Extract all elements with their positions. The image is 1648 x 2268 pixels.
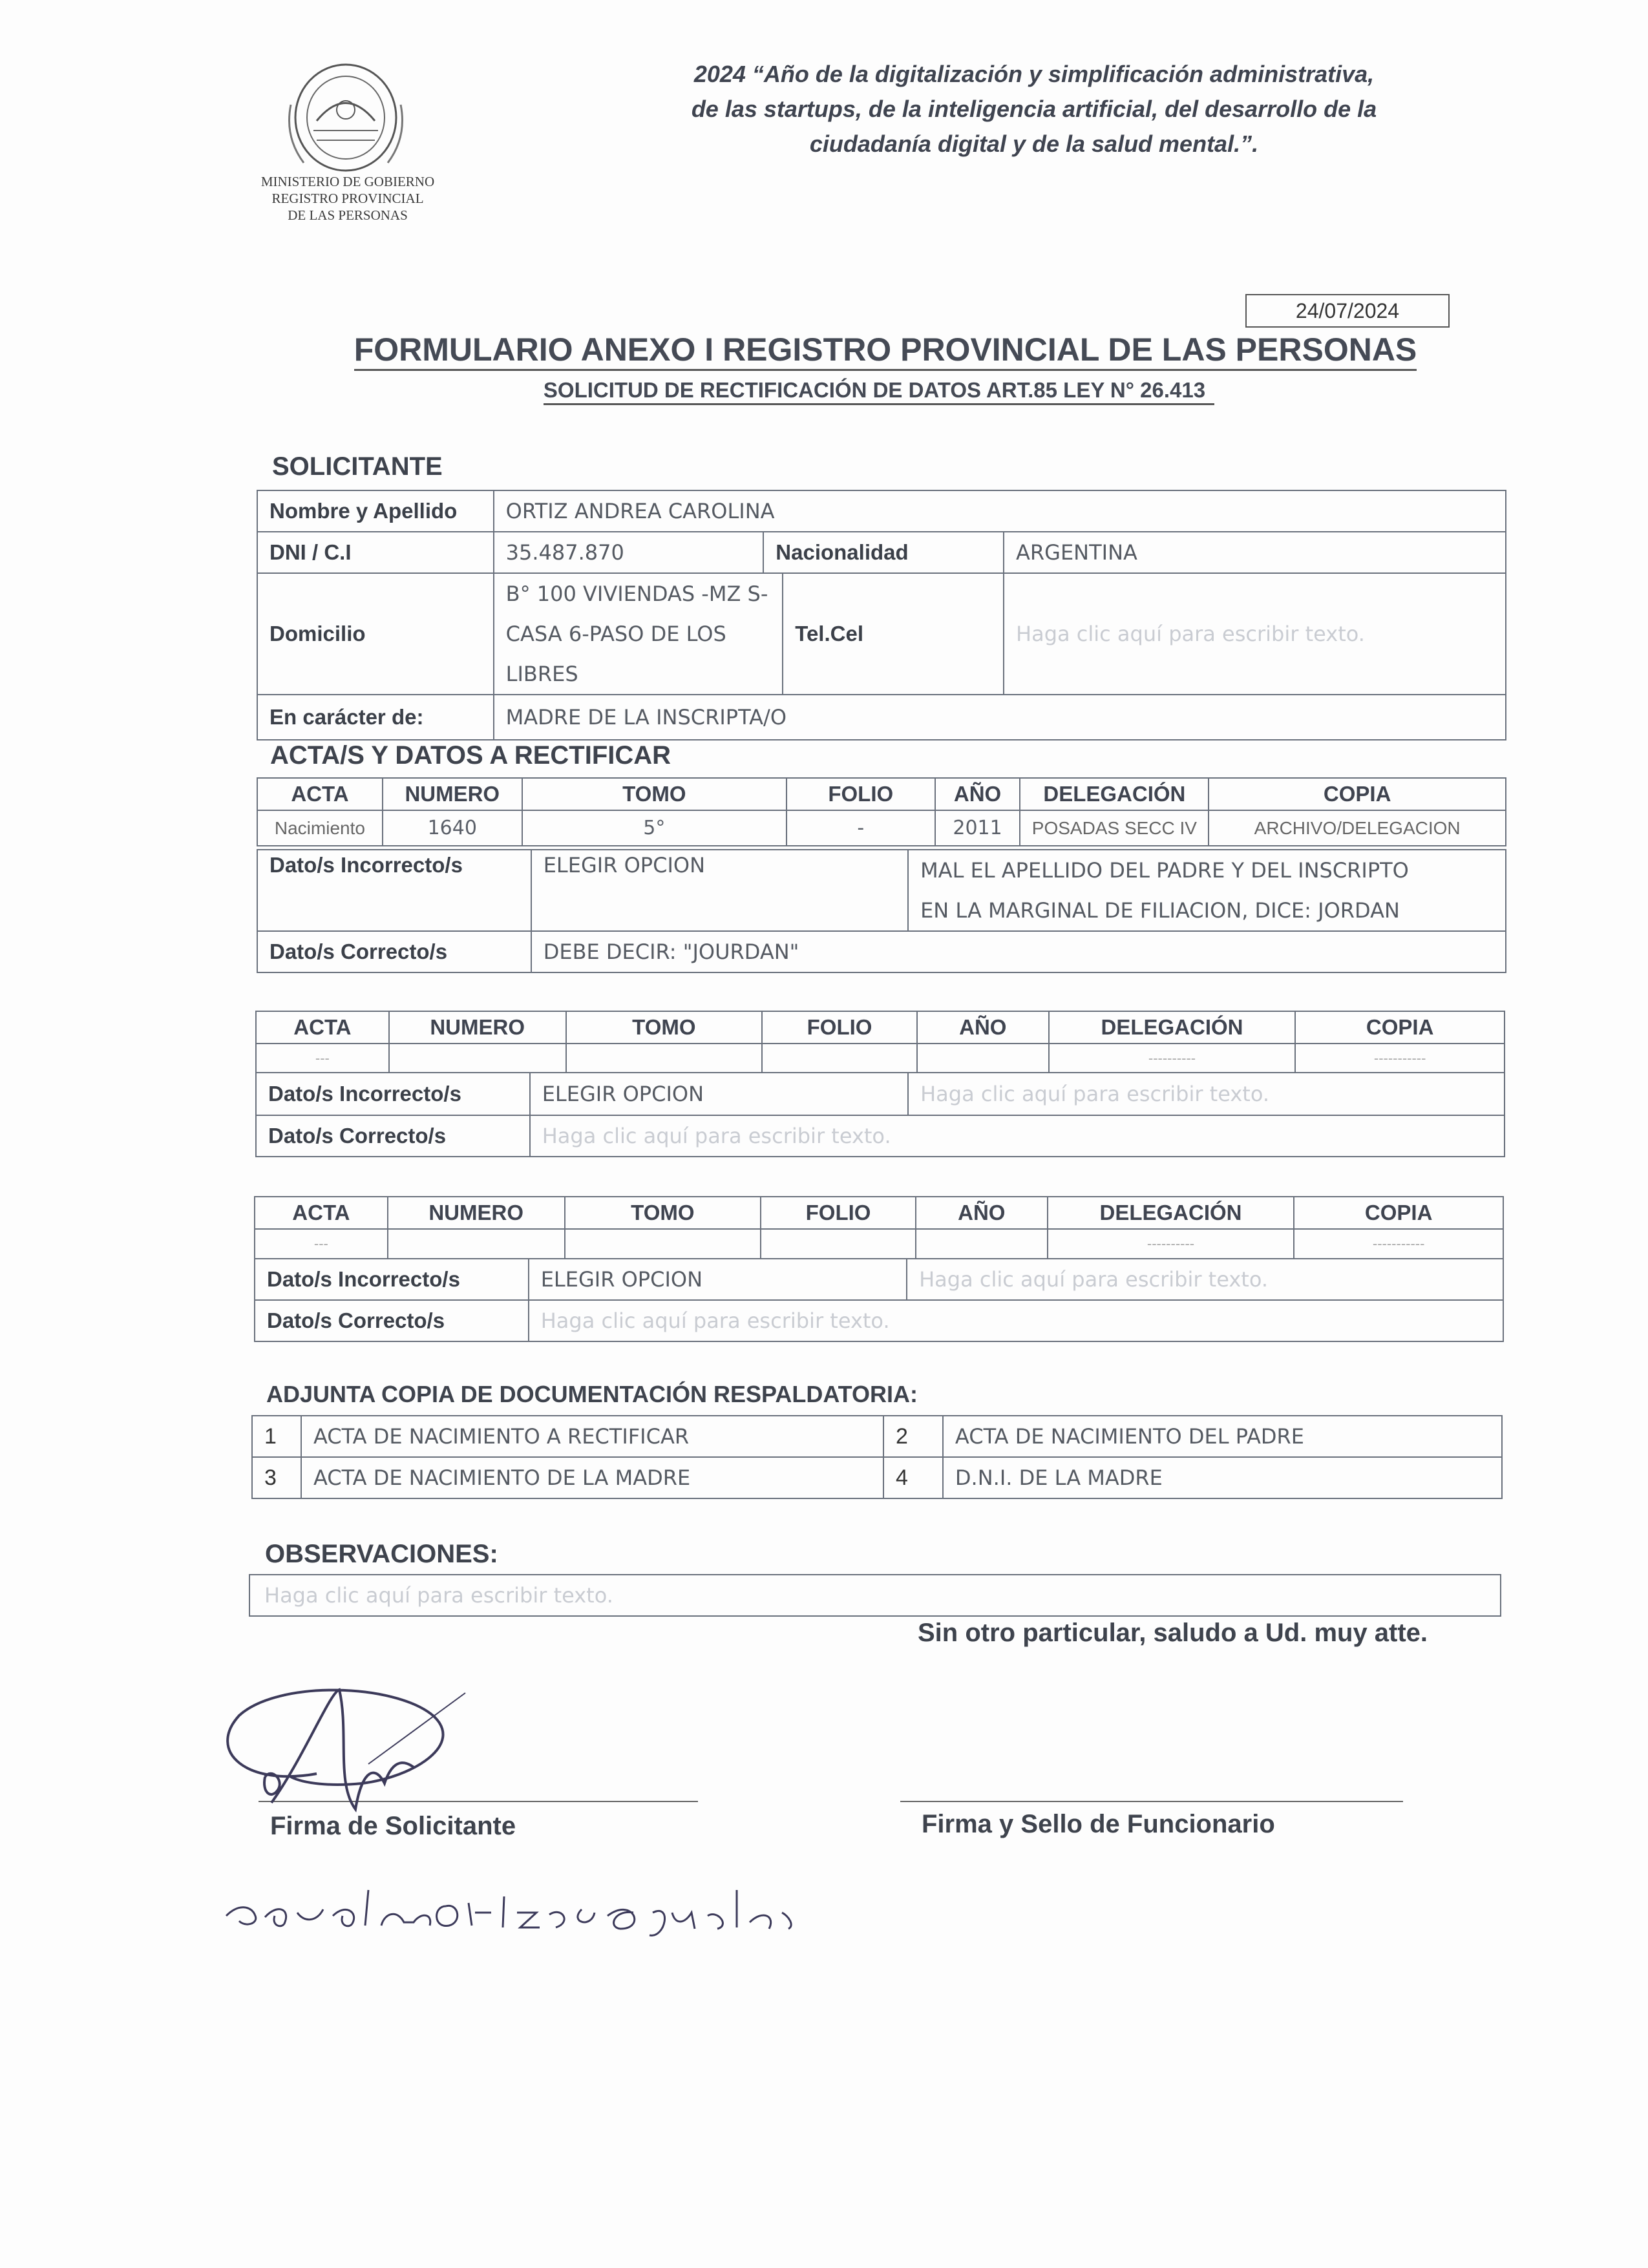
caracter-field[interactable]: MADRE DE LA INSCRIPTA/O bbox=[494, 695, 1506, 740]
delegacion-field[interactable]: ---------- bbox=[1049, 1044, 1296, 1073]
nombre-label: Nombre y Apellido bbox=[257, 490, 494, 532]
col-acta: ACTA bbox=[255, 1197, 388, 1229]
col-numero: NUMERO bbox=[389, 1011, 566, 1044]
delegacion-field[interactable]: ---------- bbox=[1048, 1229, 1294, 1259]
year-motto bbox=[614, 57, 1454, 162]
closing-text: Sin otro particular, saludo a Ud. muy atte. bbox=[918, 1619, 1428, 1647]
col-delegacion: DELEGACIÓN bbox=[1020, 778, 1209, 810]
domicilio-line: B° 100 VIVIENDAS -MZ S- bbox=[505, 582, 768, 606]
nombre-field[interactable]: ORTIZ ANDREA CAROLINA bbox=[494, 490, 1506, 532]
copia-field[interactable]: ----------- bbox=[1295, 1044, 1505, 1073]
col-numero: NUMERO bbox=[383, 778, 522, 810]
date-field[interactable]: 24/07/2024 bbox=[1245, 294, 1450, 328]
observaciones-field[interactable]: Haga clic aquí para escribir texto. bbox=[249, 1575, 1501, 1616]
incorrecto-line: EN LA MARGINAL DE FILIACION, DICE: JORDAN bbox=[920, 898, 1400, 923]
subtitle-text: SOLICITUD DE RECTIFICACIÓN DE DATOS ART.85 LEY N° 26.413 bbox=[544, 378, 1214, 405]
copia-field[interactable]: ARCHIVO/DELEGACION bbox=[1209, 810, 1506, 846]
adjunta-item[interactable]: D.N.I. DE LA MADRE bbox=[943, 1457, 1502, 1498]
acta-block-3-datos bbox=[254, 1258, 1504, 1342]
anio-field[interactable]: 2011 bbox=[935, 810, 1020, 846]
col-copia: COPIA bbox=[1294, 1197, 1503, 1229]
incorrecto-label: Dato/s Incorrecto/s bbox=[255, 1259, 529, 1300]
opcion-select[interactable]: ELEGIR OPCION bbox=[531, 850, 908, 931]
col-tomo: TOMO bbox=[566, 1011, 763, 1044]
solicitante-table bbox=[257, 490, 1506, 740]
folio-field[interactable]: - bbox=[787, 810, 935, 846]
signature-line-funcionario bbox=[900, 1801, 1403, 1802]
correcto-label: Dato/s Correcto/s bbox=[257, 931, 531, 972]
solicitante-heading: SOLICITANTE bbox=[272, 452, 443, 481]
correcto-field[interactable]: DEBE DECIR: "JOURDAN" bbox=[531, 931, 1506, 972]
col-anio: AÑO bbox=[916, 1197, 1048, 1229]
col-copia: COPIA bbox=[1209, 778, 1506, 810]
col-tomo: TOMO bbox=[522, 778, 787, 810]
col-numero: NUMERO bbox=[388, 1197, 565, 1229]
motto-line: de las startups, de la inteligencia artificial, del desarrollo de la bbox=[691, 96, 1377, 122]
correcto-label: Dato/s Correcto/s bbox=[256, 1115, 530, 1157]
title-text: FORMULARIO ANEXO I REGISTRO PROVINCIAL DE LAS PERSONAS bbox=[354, 331, 1417, 371]
dni-field[interactable]: 35.487.870 bbox=[494, 532, 764, 573]
incorrecto-line: MAL EL APELLIDO DEL PADRE Y DEL INSCRIPTO bbox=[920, 858, 1409, 883]
page-subtitle bbox=[388, 378, 1370, 403]
handwritten-email bbox=[220, 1877, 801, 1948]
tomo-field[interactable] bbox=[565, 1229, 761, 1259]
folio-field[interactable] bbox=[761, 1229, 916, 1259]
domicilio-line: CASA 6-PASO DE LOS LIBRES bbox=[505, 622, 726, 686]
ministry-line: REGISTRO PROVINCIAL bbox=[271, 191, 424, 206]
correcto-label: Dato/s Correcto/s bbox=[255, 1300, 529, 1341]
dni-label: DNI / C.I bbox=[257, 532, 494, 573]
acta-block-1-datos bbox=[257, 849, 1506, 973]
firma-solicitante-label: Firma de Solicitante bbox=[270, 1812, 516, 1840]
correcto-field[interactable]: Haga clic aquí para escribir texto. bbox=[530, 1115, 1505, 1157]
acta-block-2 bbox=[255, 1011, 1505, 1073]
numero-field[interactable]: 1640 bbox=[383, 810, 522, 846]
acta-tipo-field[interactable]: --- bbox=[255, 1229, 388, 1259]
motto-line: ciudadanía digital y de la salud mental.”. bbox=[809, 131, 1259, 157]
acta-block-3 bbox=[254, 1196, 1504, 1259]
col-anio: AÑO bbox=[935, 778, 1020, 810]
ministry-header bbox=[238, 173, 458, 224]
caracter-label: En carácter de: bbox=[257, 695, 494, 740]
opcion-select[interactable]: ELEGIR OPCION bbox=[529, 1259, 907, 1300]
tel-field[interactable]: Haga clic aquí para escribir texto. bbox=[1004, 573, 1506, 695]
observaciones-table bbox=[249, 1574, 1501, 1617]
acta-block-1 bbox=[257, 777, 1506, 846]
tomo-field[interactable]: 5° bbox=[522, 810, 787, 846]
ministry-line: DE LAS PERSONAS bbox=[288, 207, 408, 223]
col-acta: ACTA bbox=[257, 778, 383, 810]
page-title bbox=[271, 331, 1499, 368]
incorrecto-label: Dato/s Incorrecto/s bbox=[256, 1073, 530, 1115]
observaciones-heading: OBSERVACIONES: bbox=[265, 1540, 498, 1568]
adjunta-number: 3 bbox=[252, 1457, 301, 1498]
numero-field[interactable] bbox=[388, 1229, 565, 1259]
col-anio: AÑO bbox=[917, 1011, 1049, 1044]
handwritten-signature bbox=[200, 1654, 523, 1861]
domicilio-label: Domicilio bbox=[257, 573, 494, 695]
domicilio-field[interactable] bbox=[494, 573, 783, 695]
provincial-seal bbox=[278, 59, 414, 176]
tel-label: Tel.Cel bbox=[783, 573, 1004, 695]
folio-field[interactable] bbox=[762, 1044, 917, 1073]
ministry-line: MINISTERIO DE GOBIERNO bbox=[260, 174, 435, 189]
adjunta-item[interactable]: ACTA DE NACIMIENTO DEL PADRE bbox=[943, 1416, 1502, 1457]
tomo-field[interactable] bbox=[566, 1044, 763, 1073]
incorrecto-field[interactable]: Haga clic aquí para escribir texto. bbox=[908, 1073, 1505, 1115]
col-copia: COPIA bbox=[1295, 1011, 1505, 1044]
adjunta-item[interactable]: ACTA DE NACIMIENTO A RECTIFICAR bbox=[301, 1416, 883, 1457]
opcion-select[interactable]: ELEGIR OPCION bbox=[530, 1073, 908, 1115]
adjunta-number: 1 bbox=[252, 1416, 301, 1457]
acta-tipo-field[interactable]: Nacimiento bbox=[257, 810, 383, 846]
anio-field[interactable] bbox=[917, 1044, 1049, 1073]
adjunta-number: 2 bbox=[883, 1416, 943, 1457]
incorrecto-field[interactable]: Haga clic aquí para escribir texto. bbox=[907, 1259, 1503, 1300]
firma-funcionario-label: Firma y Sello de Funcionario bbox=[922, 1810, 1275, 1838]
adjunta-item[interactable]: ACTA DE NACIMIENTO DE LA MADRE bbox=[301, 1457, 883, 1498]
numero-field[interactable] bbox=[389, 1044, 566, 1073]
col-acta: ACTA bbox=[256, 1011, 389, 1044]
copia-field[interactable]: ----------- bbox=[1294, 1229, 1503, 1259]
acta-block-2-datos bbox=[255, 1072, 1505, 1157]
correcto-field[interactable]: Haga clic aquí para escribir texto. bbox=[529, 1300, 1503, 1341]
motto-line: 2024 “Año de la digitalización y simplificación administrativa, bbox=[693, 61, 1375, 87]
col-tomo: TOMO bbox=[565, 1197, 761, 1229]
col-folio: FOLIO bbox=[762, 1011, 917, 1044]
col-folio: FOLIO bbox=[761, 1197, 916, 1229]
adjunta-number: 4 bbox=[883, 1457, 943, 1498]
nacionalidad-field[interactable]: ARGENTINA bbox=[1004, 532, 1506, 573]
adjunta-table bbox=[251, 1415, 1503, 1499]
acta-tipo-field[interactable]: --- bbox=[256, 1044, 389, 1073]
actas-heading: ACTA/S Y DATOS A RECTIFICAR bbox=[270, 741, 671, 770]
col-delegacion: DELEGACIÓN bbox=[1049, 1011, 1296, 1044]
incorrecto-label: Dato/s Incorrecto/s bbox=[257, 850, 531, 931]
delegacion-field[interactable]: POSADAS SECC IV bbox=[1020, 810, 1209, 846]
nacionalidad-label: Nacionalidad bbox=[763, 532, 1004, 573]
adjunta-heading: ADJUNTA COPIA DE DOCUMENTACIÓN RESPALDATORIA: bbox=[266, 1381, 918, 1407]
incorrecto-field[interactable] bbox=[908, 850, 1506, 931]
anio-field[interactable] bbox=[916, 1229, 1048, 1259]
col-delegacion: DELEGACIÓN bbox=[1048, 1197, 1294, 1229]
col-folio: FOLIO bbox=[787, 778, 935, 810]
